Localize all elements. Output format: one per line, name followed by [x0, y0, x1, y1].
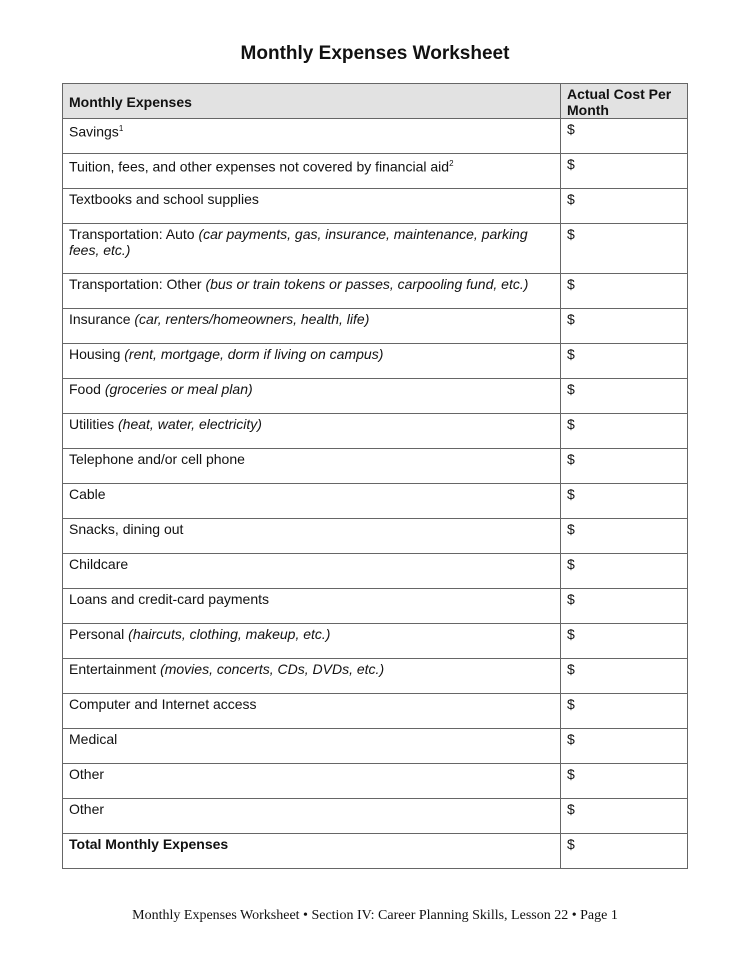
table-row — [63, 659, 688, 694]
expense-detail: (groceries or meal plan) — [104, 381, 253, 397]
table-row — [63, 764, 688, 799]
expense-label-cell — [63, 799, 561, 834]
cost-input-cell[interactable]: $ — [561, 624, 688, 659]
expense-label: Savings — [69, 123, 119, 140]
expense-label: Snacks, dining out — [69, 521, 184, 537]
expense-label-cell — [63, 554, 561, 589]
expense-label-cell — [63, 764, 561, 799]
expense-label: Telephone and/or cell phone — [69, 451, 245, 467]
cost-input-cell[interactable]: $ — [561, 449, 688, 484]
total-cost-cell[interactable]: $ — [561, 834, 688, 869]
expense-label: Loans and credit-card payments — [69, 591, 269, 607]
cost-input-cell[interactable]: $ — [561, 154, 688, 189]
expense-label-cell — [63, 729, 561, 764]
expense-label-cell — [63, 414, 561, 449]
expense-label: Computer and Internet access — [69, 696, 257, 712]
table-row — [63, 624, 688, 659]
table-row — [63, 729, 688, 764]
cost-input-cell[interactable]: $ — [561, 799, 688, 834]
expense-label-cell — [63, 484, 561, 519]
expense-label-cell — [63, 309, 561, 344]
expense-label-cell — [63, 154, 561, 189]
expense-label-cell — [63, 344, 561, 379]
expense-label: Other — [69, 801, 105, 817]
table-row — [63, 119, 688, 154]
cost-input-cell[interactable]: $ — [561, 274, 688, 309]
expense-label: Entertainment — [69, 661, 161, 677]
cost-input-cell[interactable]: $ — [561, 309, 688, 344]
expense-label-cell — [63, 224, 561, 274]
expense-detail: (movies, concerts, CDs, DVDs, etc.) — [160, 661, 385, 677]
table-row — [63, 484, 688, 519]
table-row — [63, 154, 688, 189]
expense-label: Utilities — [69, 416, 119, 432]
footnote-marker: 1 — [118, 124, 124, 133]
table-row — [63, 449, 688, 484]
table-header-row — [63, 84, 688, 119]
cost-input-cell[interactable]: $ — [561, 764, 688, 799]
page-footer: Monthly Expenses Worksheet • Section IV: Career Planning Skills, Lesson 22 • Page 1 — [132, 908, 618, 923]
footnote-marker: 2 — [449, 159, 454, 168]
expense-label-cell — [63, 379, 561, 414]
expense-label: Personal — [69, 626, 129, 642]
table-row — [63, 309, 688, 344]
total-row — [63, 834, 688, 869]
cost-input-cell[interactable]: $ — [561, 224, 688, 274]
expense-label: Transportation: Auto — [69, 226, 199, 242]
cost-input-cell[interactable]: $ — [561, 519, 688, 554]
expense-detail: (haircuts, clothing, makeup, etc.) — [128, 626, 331, 642]
expense-label-cell — [63, 274, 561, 309]
cost-input-cell[interactable]: $ — [561, 414, 688, 449]
cost-input-cell[interactable]: $ — [561, 344, 688, 379]
cost-input-cell[interactable]: $ — [561, 379, 688, 414]
expense-detail: (heat, water, electricity) — [118, 416, 262, 432]
header-monthly-expenses: Monthly Expenses — [63, 84, 561, 119]
expense-label-cell — [63, 449, 561, 484]
table-row — [63, 799, 688, 834]
expense-label: Cable — [69, 486, 106, 502]
expense-detail: (car, renters/homeowners, health, life) — [134, 311, 370, 327]
expense-label: Medical — [69, 731, 118, 747]
cost-input-cell[interactable]: $ — [561, 729, 688, 764]
expense-label: Transportation: Other — [69, 276, 206, 292]
expense-label: Insurance — [69, 311, 135, 327]
expense-label-cell — [63, 189, 561, 224]
expense-label-cell — [63, 624, 561, 659]
total-label: Total Monthly Expenses — [63, 834, 561, 869]
expense-label: Housing — [69, 346, 125, 362]
page-title: Monthly Expenses Worksheet — [240, 43, 510, 64]
expense-label-cell — [63, 589, 561, 624]
expense-label: Other — [69, 766, 105, 782]
table-row — [63, 414, 688, 449]
expense-label-cell — [63, 519, 561, 554]
table-row — [63, 519, 688, 554]
expense-detail: (rent, mortgage, dorm if living on campus) — [124, 346, 384, 362]
cost-input-cell[interactable]: $ — [561, 554, 688, 589]
expense-label: Childcare — [69, 556, 129, 572]
table-row — [63, 224, 688, 274]
table-row — [63, 589, 688, 624]
expense-label: Textbooks and school supplies — [69, 191, 259, 207]
cost-input-cell[interactable]: $ — [561, 484, 688, 519]
expense-detail: (bus or train tokens or passes, carpooling fund, etc.) — [205, 276, 529, 292]
expenses-table — [62, 83, 688, 869]
table-row — [63, 344, 688, 379]
expense-detail: (car payments, gas, insurance, maintenance, parking fees, etc.) — [69, 226, 528, 258]
expense-label-cell — [63, 659, 561, 694]
table-row — [63, 274, 688, 309]
expense-label-cell — [63, 694, 561, 729]
header-actual-cost: Actual Cost Per Month — [561, 84, 688, 119]
cost-input-cell[interactable]: $ — [561, 119, 688, 154]
cost-input-cell[interactable]: $ — [561, 589, 688, 624]
cost-input-cell[interactable]: $ — [561, 659, 688, 694]
table-row — [63, 554, 688, 589]
table-row — [63, 189, 688, 224]
expense-label: Tuition, fees, and other expenses not covered by financial aid — [69, 158, 450, 175]
expense-label-cell — [63, 119, 561, 154]
expense-label: Food — [69, 381, 105, 397]
cost-input-cell[interactable]: $ — [561, 189, 688, 224]
cost-input-cell[interactable]: $ — [561, 694, 688, 729]
table-row — [63, 694, 688, 729]
table-row — [63, 379, 688, 414]
